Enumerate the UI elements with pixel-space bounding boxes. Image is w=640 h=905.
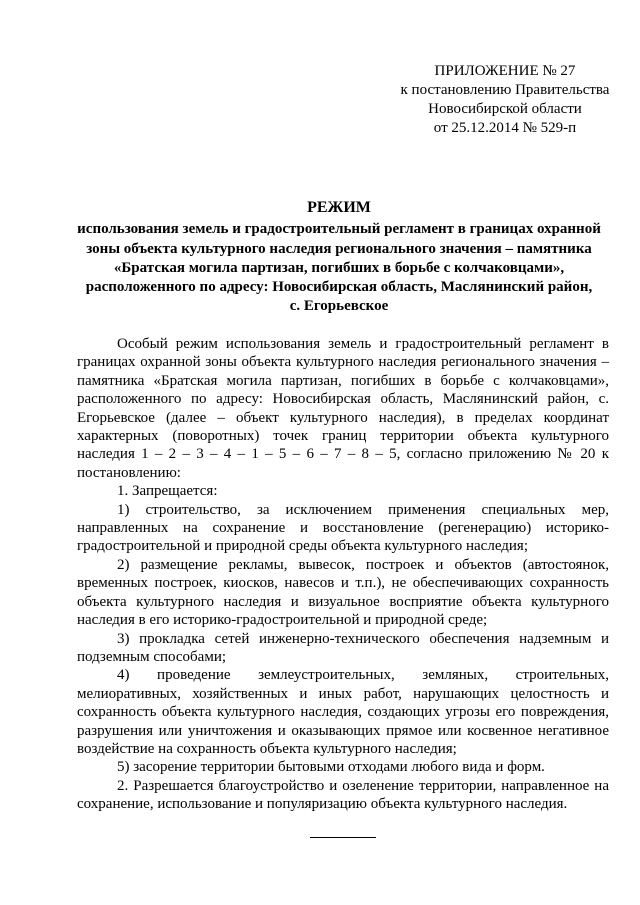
heading-line: с. Егорьевское: [289, 298, 389, 315]
section-prohibited: 1. Запрещается:: [117, 483, 218, 500]
prohibited-item-3: 3) прокладка сетей инженерно-технического обеспечения надземным и подземным способами;: [77, 630, 609, 665]
heading-line: использования земель и градостроительный регламент в границах охранной: [77, 221, 601, 238]
prohibited-item-1: 1) строительство, за исключением применения специальных мер, направленных на сохранение и восстановление (регенерацию) историко-градостроительной и природной среды объекта культурного наследия;: [77, 501, 609, 555]
footer-divider: [310, 837, 376, 838]
appendix-number: ПРИЛОЖЕНИЕ № 27: [434, 63, 576, 79]
document-title: РЕЖИМ: [307, 199, 371, 216]
appendix-block: [385, 62, 625, 138]
document-body: [77, 335, 609, 814]
prohibited-item-2: 2) размещение рекламы, вывесок, построек и объектов (автостоянок, временных построек, киосков, навесов и т.п.), не обеспечивающих сохранность объекта культурного наследия и визуальное восприятие объекта культурного наследия в его историко-градостроительной и природной среде;: [77, 556, 609, 629]
appendix-date: от 25.12.2014 № 529-п: [433, 120, 577, 136]
prohibited-item-5: 5) засорение территории бытовыми отходами любого вида и форм.: [117, 759, 545, 776]
heading-line: зоны объекта культурного наследия регионального значения – памятника: [86, 240, 592, 257]
appendix-reference: к постановлению Правительства: [400, 82, 610, 98]
prohibited-item-4: 4) проведение землеустроительных, земляных, строительных, мелиоративных, хозяйственных и иных работ, нарушающих целостность и сохранность объекта культурного наследия, создающих угрозы его повреждения, разрушения или уничтожения и оказывающих прямое или косвенное негативное воздействие на сохранность объекта культурного наследия;: [77, 667, 609, 757]
section-permitted: 2. Разрешается благоустройство и озеленение территории, направленное на сохранение, использование и популяризацию объекта культурного наследия.: [77, 777, 609, 813]
document-heading: [64, 198, 614, 317]
heading-line: «Братская могила партизан, погибших в борьбе с колчаковцами»,: [113, 259, 565, 276]
intro-paragraph: Особый режим использования земель и градостроительный регламент в границах охранной зоны объекта культурного наследия регионального значения – памятника «Братская могила партизан, погибших в борьбе с колчаковцами», расположенного по адресу: Новосибирская область, Маслянинский район, с. Егорьевское (далее – объект культурного наследия), в пределах координат характерных (поворотных) точек границ территории объекта культурного наследия 1 – 2 – 3 – 4 – 1 – 5 – 6 – 7 – 8 – 5, согласно приложению № 20 к постановлению:: [77, 336, 609, 481]
heading-line: расположенного по адресу: Новосибирская область, Маслянинский район,: [85, 279, 593, 296]
appendix-region: Новосибирской области: [428, 101, 582, 117]
